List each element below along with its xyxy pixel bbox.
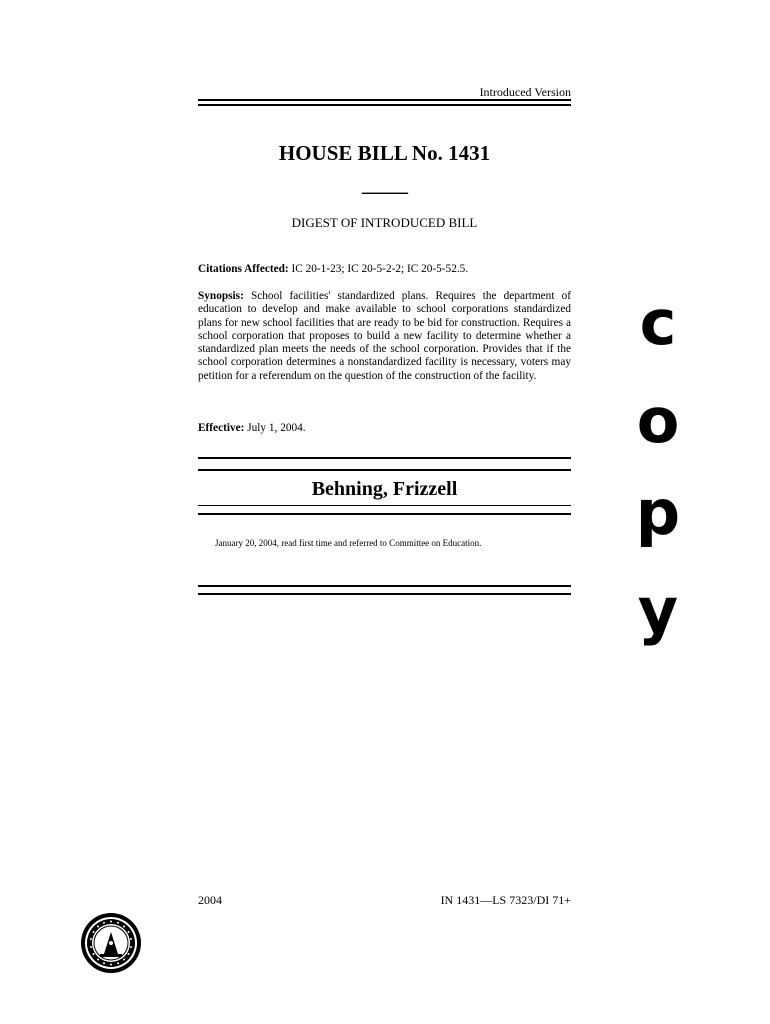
watermark-letter-c: c — [639, 286, 677, 359]
history-rule-2 — [198, 593, 571, 595]
effective-text: July 1, 2004. — [247, 422, 306, 434]
state-seal-icon — [80, 912, 142, 974]
title-divider: _____ — [362, 174, 407, 196]
effective-date — [198, 422, 571, 435]
header-rule-bottom — [198, 104, 571, 106]
authors-rule-4 — [198, 513, 571, 515]
digest-heading: DIGEST OF INTRODUCED BILL — [291, 215, 478, 230]
history-rule-1 — [198, 585, 571, 587]
synopsis — [198, 290, 571, 383]
watermark-letter-y: y — [637, 574, 679, 647]
watermark-letter-p: p — [635, 476, 681, 549]
version-label: Introduced Version — [479, 85, 571, 99]
citations-label: Citations Affected: — [198, 263, 289, 275]
synopsis-text: School facilities' standardized plans. Requires the department of education to develop and make available to school corporations standardized plans for new school facilities that are ready to be bid for construction. Requires a school corporation that proposes to build a new facility to determine whether a standardized plan meets the needs of the school corporation. Provides that if the school corporation determines a nonstandardized facility is necessary, voters may petition for a referendum on the question of the construction of the facility. — [198, 290, 571, 382]
authors-rule-3 — [198, 505, 571, 506]
citations-text: IC 20-1-23; IC 20-5-2-2; IC 20-5-52.5. — [291, 263, 469, 275]
bill-authors: Behning, Frizzell — [311, 478, 458, 500]
citations-affected — [198, 263, 571, 276]
watermark-letter-o: o — [636, 384, 680, 457]
footer-bill-code: IN 1431—LS 7323/DI 71+ — [440, 893, 571, 907]
footer-year: 2004 — [198, 893, 222, 907]
bill-title: HOUSE BILL No. 1431 — [278, 141, 491, 165]
bill-history: January 20, 2004, read first time and referred to Committee on Education. — [215, 538, 482, 548]
header-rule-top — [198, 99, 571, 101]
authors-rule-2 — [198, 469, 571, 471]
authors-rule-1 — [198, 457, 571, 459]
synopsis-label: Synopsis: — [198, 290, 244, 302]
effective-label: Effective: — [198, 422, 245, 434]
